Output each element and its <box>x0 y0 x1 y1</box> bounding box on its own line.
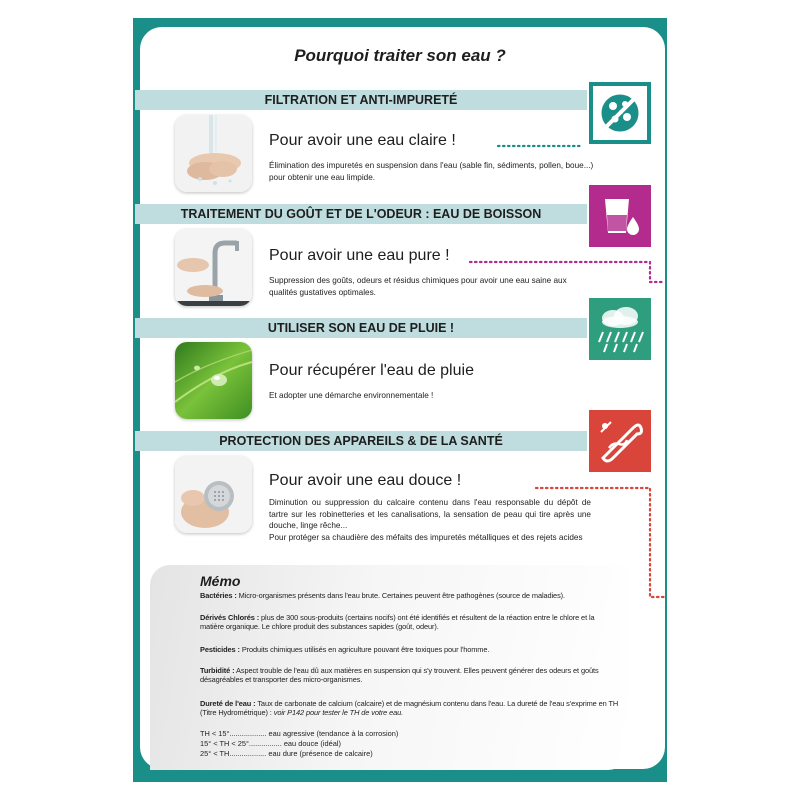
photo-leaf-droplet <box>175 342 252 419</box>
section-band-taste: TRAITEMENT DU GOÛT ET DE L'ODEUR : EAU DE BOISSON <box>135 204 587 224</box>
section-text-line: Pour protéger sa chaudière des méfaits des impuretés métalliques et des rejets acides <box>269 532 583 542</box>
photo-aerator-hand <box>175 456 252 533</box>
section-heading: Pour récupérer l'eau de pluie <box>269 362 474 379</box>
section-band-filtration: FILTRATION ET ANTI-IMPURETÉ <box>135 90 587 110</box>
photo-hands-water <box>175 115 252 192</box>
memo-term: Dureté de l'eau : <box>200 699 256 708</box>
section-text <box>269 497 591 543</box>
section-text: Et adopter une démarche environnementale ! <box>269 391 434 400</box>
memo-definition: Aspect trouble de l'eau dû aux matières en suspension qui s'y trouvent. Elles peuvent générer des odeurs et goûts désagréables et transporter des micro-organismes. <box>200 666 599 685</box>
th-line: 15° < TH < 25°................ eau douce (idéal) <box>200 739 341 748</box>
memo-title: Mémo <box>200 573 241 589</box>
section-text: Élimination des impuretés en suspension dans l'eau (sable fin, sédiments, pollen, boue...) pour obtenir une eau limpide. <box>269 161 594 182</box>
memo-entry <box>200 666 620 685</box>
section-text-line: Diminution ou suppression du calcaire contenu dans l'eau responsable du dépôt de tartre sur les robinetteries et les canalisations, la sensation de peau qui tire après une douche, linge rêche... <box>269 498 591 530</box>
memo-term: Dérivés Chlorés : <box>200 613 260 622</box>
memo-entry <box>200 699 620 718</box>
memo-definition: Micro-organismes présents dans l'eau brute. Certaines peuvent être pathogènes (source de maladies). <box>236 591 565 600</box>
section-heading: Pour avoir une eau claire ! <box>269 132 456 149</box>
th-line: 25° < TH.................. eau dure (présence de calcaire) <box>200 749 373 758</box>
memo-term: Bactéries : <box>200 591 237 600</box>
page-title: Pourquoi traiter son eau ? <box>294 46 506 65</box>
memo-definition: Produits chimiques utilisés en agriculture pouvant être toxiques pour l'homme. <box>239 645 490 654</box>
photo-kitchen-faucet <box>175 229 252 306</box>
section-text: Suppression des goûts, odeurs et résidus chimiques pour avoir une eau saine aux qualités gustatives optimales. <box>269 276 567 297</box>
memo-definition: plus de 300 sous-produits (certains nocifs) ont été identifiés et résultent de la réaction entre le chlore et la matière organique. Le chlore produit des substances sapides (goût, odeur). <box>200 613 595 632</box>
memo-definition: Taux de carbonate de calcium (calcaire) et de magnésium contenu dans l'eau. La dureté de l'eau s'exprime en TH (Titre Hydrométrique) : <box>200 699 619 718</box>
section-band-rainwater: UTILISER SON EAU DE PLUIE ! <box>135 318 587 338</box>
memo-entry <box>200 645 620 654</box>
memo-term: Pesticides : <box>200 645 240 654</box>
section-heading: Pour avoir une eau douce ! <box>269 472 462 489</box>
section-heading: Pour avoir une eau pure ! <box>269 247 450 264</box>
section-band-protection: PROTECTION DES APPAREILS & DE LA SANTÉ <box>135 431 587 451</box>
memo-reference: voir P142 pour tester le TH de votre eau. <box>273 708 404 718</box>
memo-entry <box>200 613 620 632</box>
memo-term: Turbidité : <box>200 666 235 675</box>
memo-entry <box>200 591 620 600</box>
th-line: TH < 15°.................. eau agressive (tendance à la corrosion) <box>200 729 399 738</box>
